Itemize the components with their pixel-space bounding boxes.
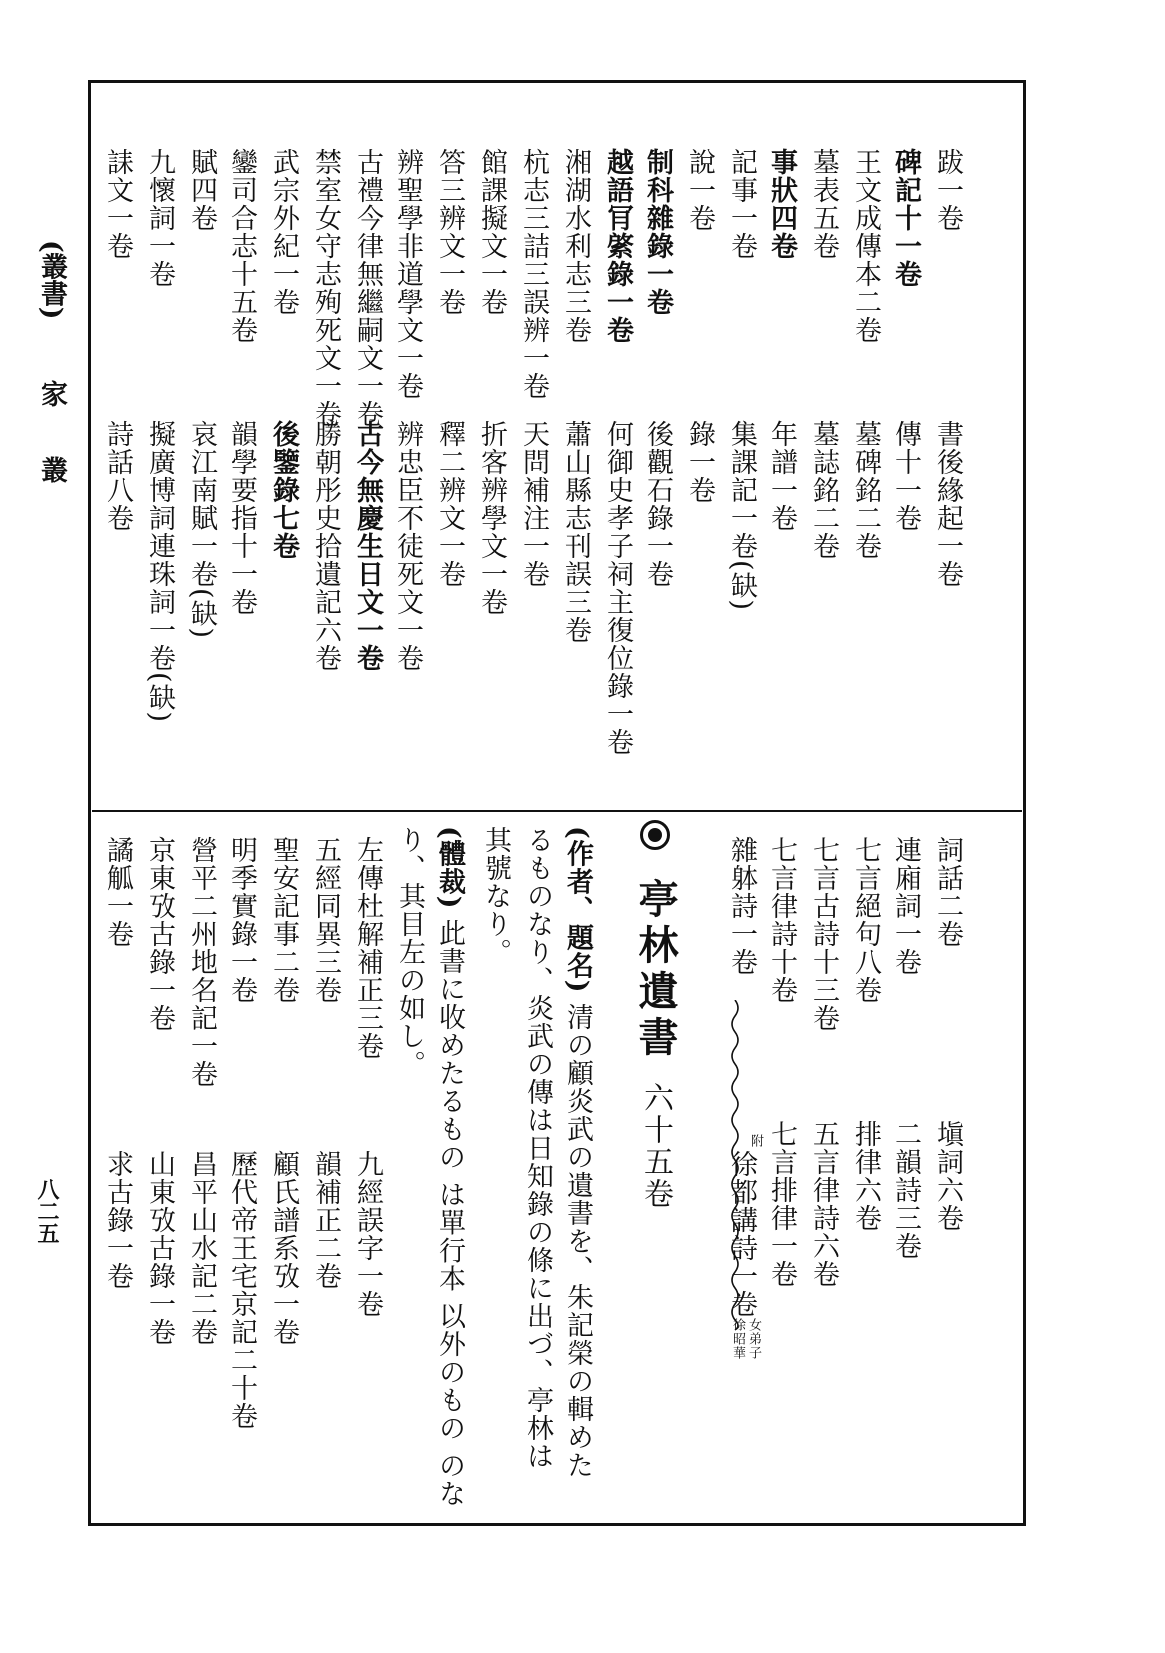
work-col-3a: 聖安記事二卷: [268, 836, 299, 1004]
entry-col-15b: 古今無慶生日文一卷: [352, 420, 383, 672]
work-col-7b: 求古錄一卷: [102, 1150, 133, 1290]
entry-col-5b: 年譜一卷: [766, 420, 797, 532]
poetry-col-1a: 詞話二卷: [932, 836, 963, 948]
entry-col-15a: 古禮今律無繼嗣文一卷: [352, 148, 383, 428]
entry-col-12b: 折客辨學文一卷: [476, 420, 507, 616]
entry-col-3b: 墓碑銘二卷: [850, 420, 881, 560]
entry-col-1a: 跋一卷: [932, 148, 963, 232]
entry-col-5a: 事狀四卷: [766, 148, 797, 260]
work-col-3b: 顧氏譜系攷一卷: [268, 1150, 299, 1346]
entry-col-7b: 錄一卷: [684, 420, 715, 504]
series-label: (叢書): [36, 240, 67, 320]
work-col-1b: 九經誤字一卷: [352, 1150, 383, 1318]
entry-col-3a: 王文成傳本二卷: [850, 148, 881, 344]
work-col-6a: 京東攷古錄一卷: [144, 836, 175, 1032]
entry-col-19a: 賦四卷: [186, 148, 217, 232]
entry-col-20b: 擬廣博詞連珠詞一卷(缺): [144, 420, 175, 724]
entry-col-16a: 禁室女守志殉死文一卷: [310, 148, 341, 428]
entry-col-20a: 九懷詞一卷: [144, 148, 175, 288]
author-line-3: 其號なり。: [480, 826, 511, 966]
entry-col-6a: 記事一卷: [726, 148, 757, 260]
work-col-4b: 歷代帝王宅京記二十卷: [226, 1150, 257, 1430]
entry-col-8b: 後觀石錄一卷: [642, 420, 673, 588]
entry-col-11a: 杭志三詰三誤辨一卷: [518, 148, 549, 400]
poetry-col-5b: 七言排律一卷: [766, 1120, 797, 1288]
poetry-col-2b: 二韻詩三卷: [890, 1120, 921, 1260]
entry-col-21b: 詩話八卷: [102, 420, 133, 532]
entry-title-main: 亭林遺書: [632, 877, 679, 1062]
section-divider: [92, 810, 1022, 812]
entry-col-17b: 後鑒錄七卷: [268, 420, 299, 560]
note-name: 徐昭華: [730, 1318, 745, 1360]
category-label: 家 叢: [36, 380, 67, 504]
work-col-6b: 山東攷古錄一卷: [144, 1150, 175, 1346]
poetry-col-5a: 七言律詩十卷: [766, 836, 797, 1004]
poetry-col-3b: 排律六卷: [850, 1120, 881, 1232]
wavy-line: [728, 1000, 742, 1330]
author-line-1: [560, 826, 594, 1479]
poetry-col-6b: 徐都講詩一卷: [726, 1150, 757, 1318]
work-col-5b: 昌平山水記二卷: [186, 1150, 217, 1346]
work-col-2b: 韻補正二卷: [310, 1150, 341, 1290]
entry-col-17a: 武宗外紀一卷: [268, 148, 299, 316]
poetry-col-6a: 雜躰詩一卷: [726, 836, 757, 976]
work-col-5a: 營平二州地名記一卷: [186, 836, 217, 1088]
entry-col-2a: 碑記十一卷: [890, 148, 921, 288]
format-tag: (體裁): [434, 826, 465, 910]
entry-col-19b: 哀江南賦一卷(缺): [186, 420, 217, 640]
appendix-mark: 附: [748, 1134, 763, 1148]
entry-col-11b: 天問補注一卷: [518, 420, 549, 588]
entry-col-14b: 辨忠臣不徒死文一卷: [392, 420, 423, 672]
entry-col-9b: 何御史孝子祠主復位錄一卷: [602, 420, 633, 756]
entry-col-12a: 館課擬文一卷: [476, 148, 507, 316]
poetry-col-4a: 七言古詩十三卷: [808, 836, 839, 1032]
format-line-2: り、其目左の如し。: [394, 826, 425, 1078]
entry-col-9a: 越語肎綮錄一卷: [602, 148, 633, 344]
entry-col-10b: 蕭山縣志刊誤三卷: [560, 420, 591, 644]
entry-col-18a: 鑾司合志十五卷: [226, 148, 257, 344]
work-col-7a: 譎觚一卷: [102, 836, 133, 948]
page-number: 八二五: [34, 1178, 60, 1244]
entry-col-6b: 集課記一卷(缺): [726, 420, 757, 612]
work-col-2a: 五經同異三卷: [310, 836, 341, 1004]
note-disciple: 女弟子: [746, 1318, 761, 1360]
poetry-col-3a: 七言絕句八卷: [850, 836, 881, 1004]
entry-col-10a: 湘湖水利志三卷: [560, 148, 591, 344]
entry-col-13b: 釋二辨文一卷: [434, 420, 465, 588]
entry-col-13a: 答三辨文一卷: [434, 148, 465, 316]
poetry-col-4b: 五言律詩六卷: [808, 1120, 839, 1288]
author-line-2: るものなり、炎武の傳は日知錄の條に出づ、亭林は: [522, 826, 553, 1470]
bullet-icon: [640, 820, 670, 850]
format-line-1: [432, 826, 466, 1508]
work-col-1a: 左傳杜解補正三卷: [352, 836, 383, 1060]
format-text-1: 此書に收めたるもの は單行本 以外のもの のな: [434, 919, 465, 1508]
entry-col-7a: 說一卷: [684, 148, 715, 232]
entry-col-8a: 制科雜錄一卷: [642, 148, 673, 316]
entry-title: [632, 820, 678, 1210]
entry-col-2b: 傳十一卷: [890, 420, 921, 532]
poetry-col-1b: 塡詞六卷: [932, 1120, 963, 1232]
entry-col-4a: 墓表五卷: [808, 148, 839, 260]
work-col-4a: 明季實錄一卷: [226, 836, 257, 1004]
entry-col-18b: 韻學要指十一卷: [226, 420, 257, 616]
author-tag: (作者、題名): [562, 826, 593, 994]
poetry-col-2a: 連廂詞一卷: [890, 836, 921, 976]
entry-col-14a: 辨聖學非道學文一卷: [392, 148, 423, 400]
entry-col-1b: 書後緣起一卷: [932, 420, 963, 588]
entry-col-21a: 誄文一卷: [102, 148, 133, 260]
entry-col-4b: 墓誌銘二卷: [808, 420, 839, 560]
author-text-1: 清の顧炎武の遺書を、朱記榮の輯めた: [562, 1003, 593, 1480]
entry-col-16b: 勝朝彤史拾遺記六卷: [310, 420, 341, 672]
entry-title-count: 六十五卷: [638, 1081, 673, 1210]
